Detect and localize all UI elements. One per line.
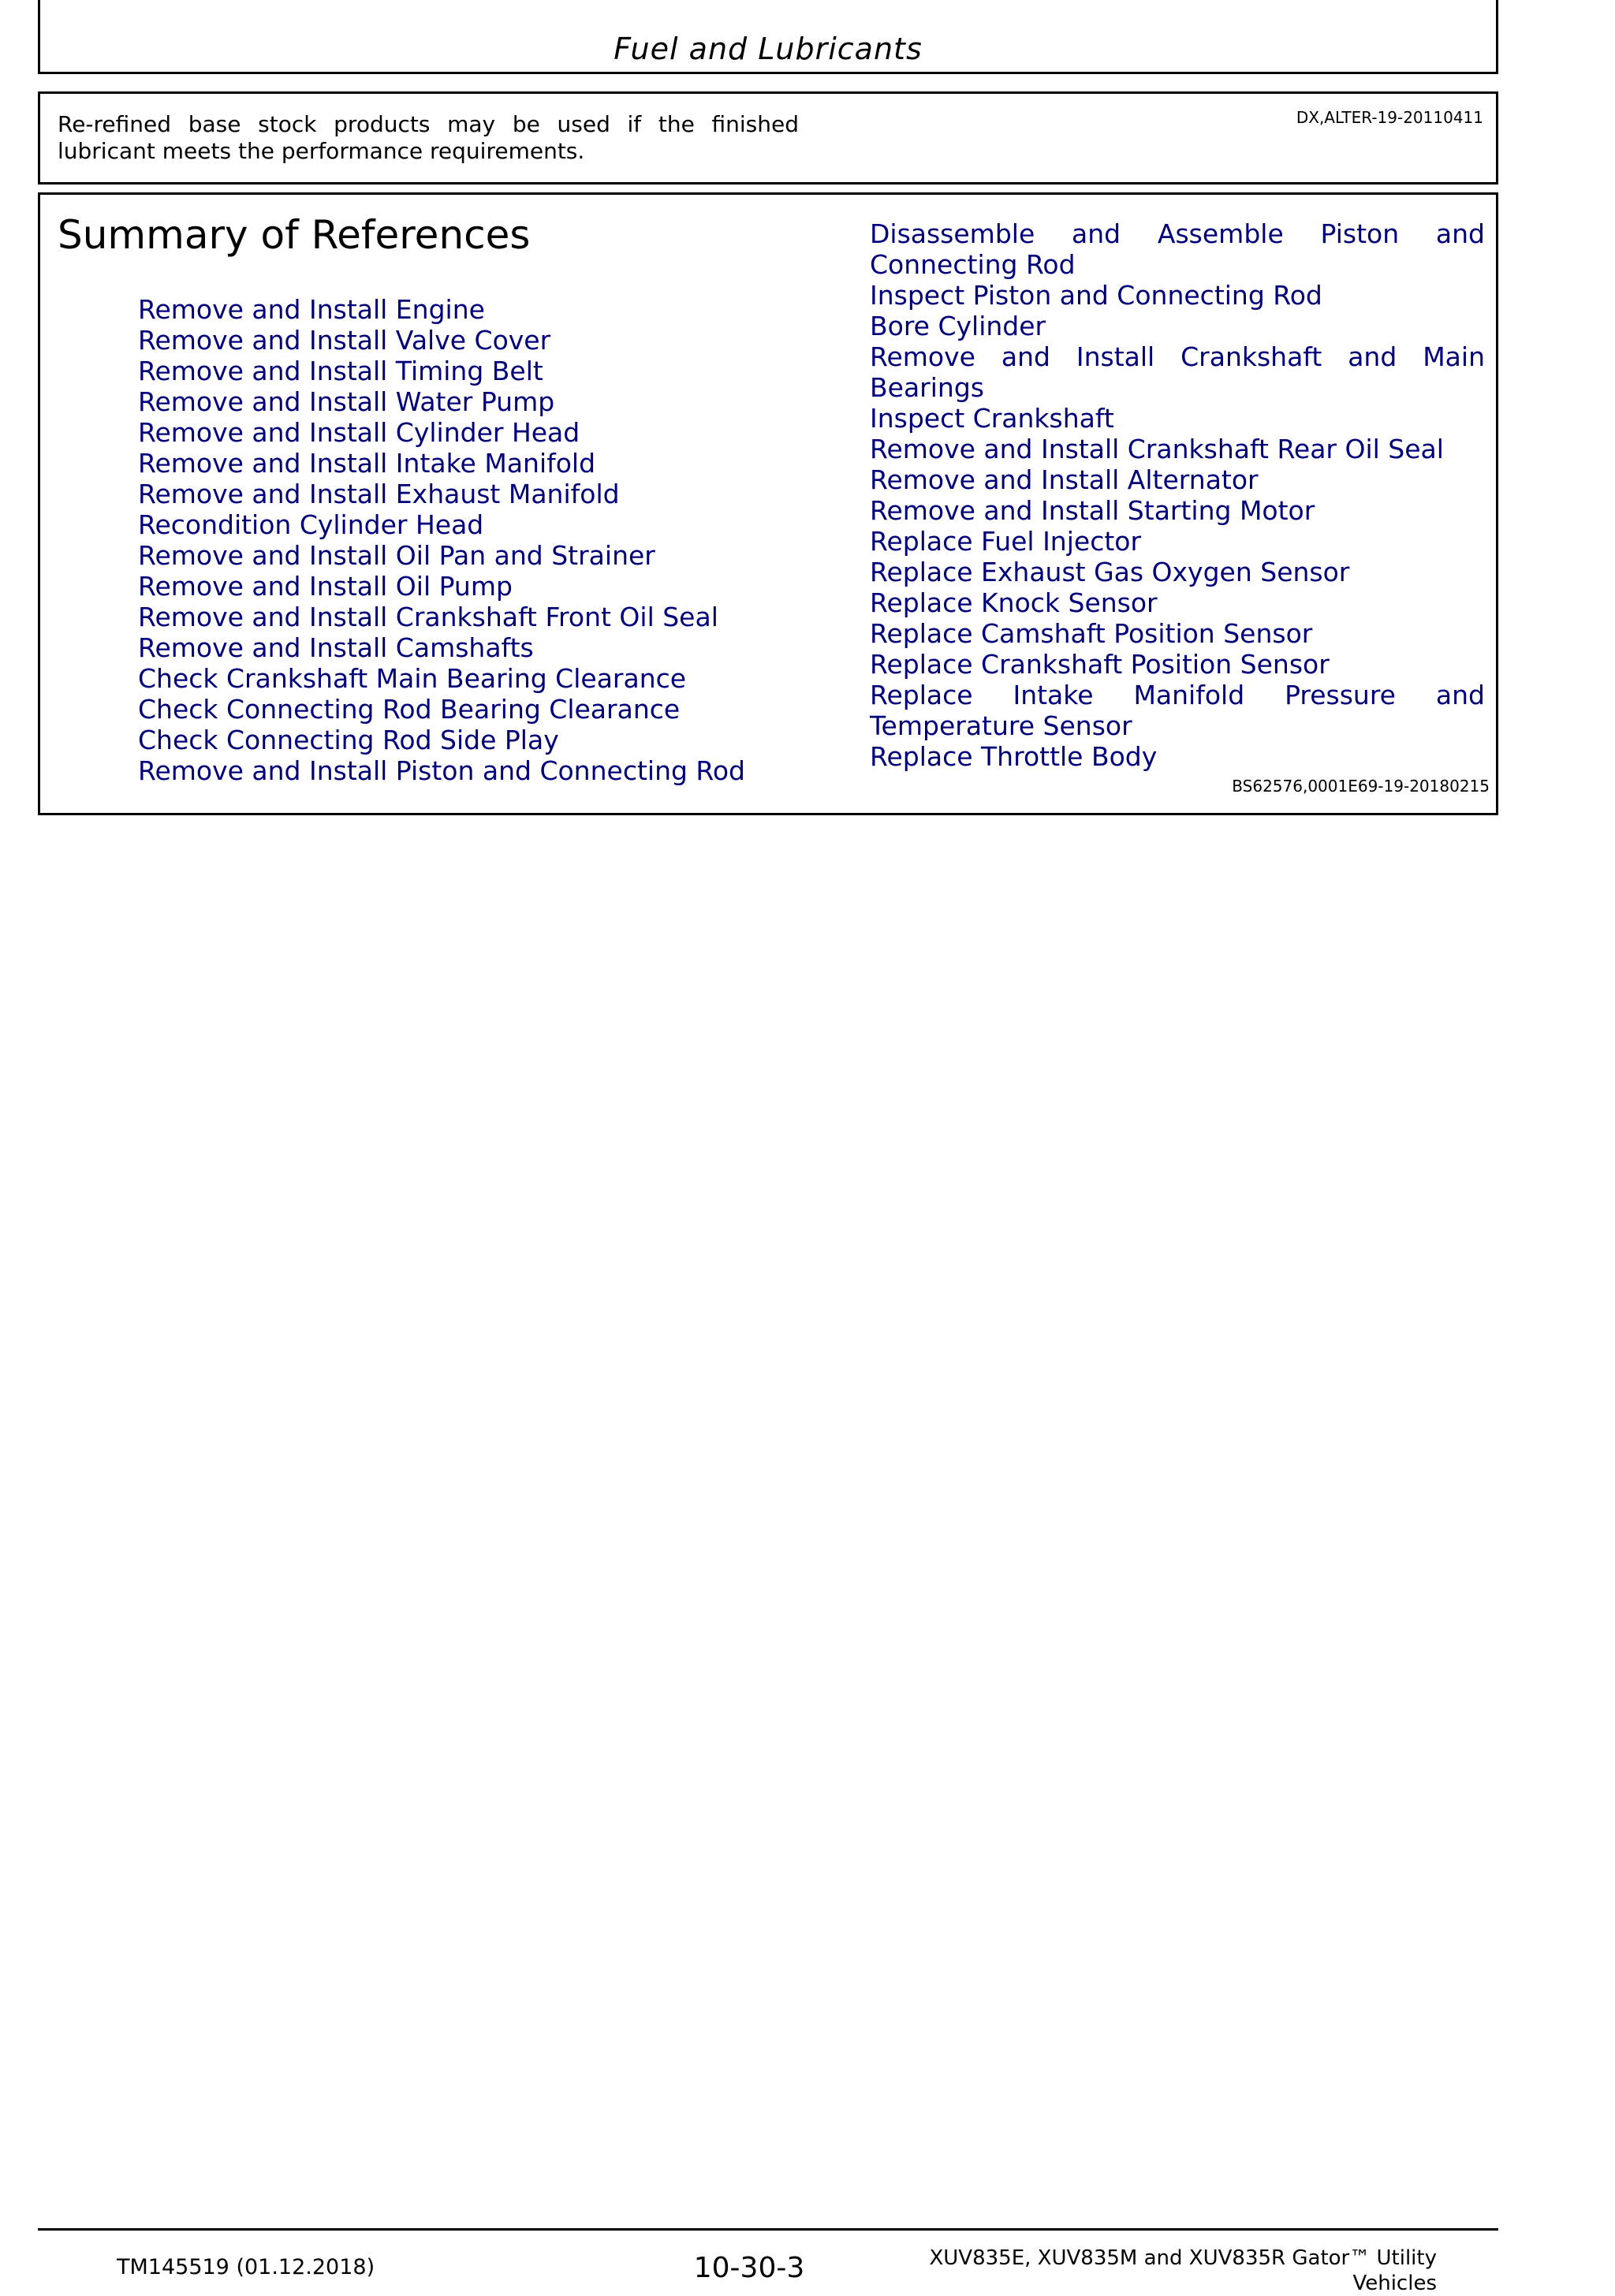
reference-link[interactable]: Replace Throttle Body [870, 741, 1158, 772]
reference-link[interactable]: Remove and Install Valve Cover [138, 325, 551, 356]
reference-link[interactable]: Remove and Install Crankshaft Front Oil Seal [138, 602, 718, 632]
reference-link[interactable]: Remove and Install Starting Motor [870, 495, 1315, 526]
reference-link[interactable]: Replace Camshaft Position Sensor [870, 618, 1313, 649]
reference-link[interactable]: Replace Fuel Injector [870, 526, 1142, 557]
footer-model-line-1: XUV835E, XUV835M and XUV835R Gator™ Utility [929, 2246, 1437, 2270]
footer-model-name [885, 2246, 1437, 2296]
footer-document-id: TM145519 (01.12.2018) [117, 2255, 375, 2279]
reference-link[interactable]: Replace Exhaust Gas Oxygen Sensor [870, 557, 1350, 587]
reference-link[interactable]: Check Crankshaft Main Bearing Clearance [138, 663, 687, 694]
reference-link[interactable]: Remove and Install Engine [138, 294, 485, 325]
reference-link[interactable]: Remove and Install Oil Pump [138, 571, 513, 602]
reference-link[interactable]: Remove and Install Alternator [870, 464, 1259, 495]
reference-link[interactable]: Disassemble and Assemble Piston and Connecting Rod [870, 218, 1485, 280]
note-reference-code: DX,ALTER-19-20110411 [1296, 108, 1483, 127]
reference-link[interactable]: Inspect Piston and Connecting Rod [870, 280, 1322, 311]
footer-page-number: 10-30-3 [693, 2252, 805, 2284]
reference-link[interactable]: Replace Knock Sensor [870, 587, 1158, 618]
reference-link[interactable]: Remove and Install Exhaust Manifold [138, 479, 620, 509]
header-box [38, 0, 1498, 74]
reference-link[interactable]: Remove and Install Crankshaft Rear Oil Seal [870, 434, 1444, 464]
note-text: Re-refined base stock products may be used if the finished lubricant meets the performance requirements. [58, 111, 799, 164]
reference-link[interactable]: Remove and Install Cylinder Head [138, 417, 580, 448]
reference-link[interactable]: Recondition Cylinder Head [138, 509, 484, 540]
reference-link[interactable]: Replace Crankshaft Position Sensor [870, 649, 1330, 680]
reference-link[interactable]: Remove and Install Piston and Connecting Rod [138, 755, 746, 786]
reference-link[interactable]: Inspect Crankshaft [870, 403, 1114, 434]
reference-link[interactable]: Remove and Install Crankshaft and Main Bearings [870, 341, 1485, 403]
reference-link[interactable]: Bore Cylinder [870, 311, 1046, 341]
summary-heading: Summary of References [58, 212, 531, 258]
reference-link[interactable]: Remove and Install Oil Pan and Strainer [138, 540, 655, 571]
footer-model-line-2: Vehicles [1352, 2272, 1437, 2295]
note-box [38, 91, 1498, 184]
summary-of-references-box [38, 192, 1498, 815]
reference-link[interactable]: Remove and Install Camshafts [138, 632, 534, 663]
reference-link[interactable]: Remove and Install Intake Manifold [138, 448, 596, 479]
page-header-title: Fuel and Lubricants [614, 32, 923, 66]
reference-link[interactable]: Remove and Install Timing Belt [138, 356, 543, 386]
reference-link[interactable]: Replace Intake Manifold Pressure and Temperature Sensor [870, 680, 1485, 741]
reference-code: BS62576,0001E69-19-20180215 [1232, 777, 1490, 796]
reference-link[interactable]: Remove and Install Water Pump [138, 386, 555, 417]
reference-link[interactable]: Check Connecting Rod Side Play [138, 725, 559, 755]
reference-link[interactable]: Check Connecting Rod Bearing Clearance [138, 694, 681, 725]
right-link-list [870, 218, 1485, 772]
footer-divider [38, 2228, 1498, 2231]
left-link-list [138, 294, 848, 786]
